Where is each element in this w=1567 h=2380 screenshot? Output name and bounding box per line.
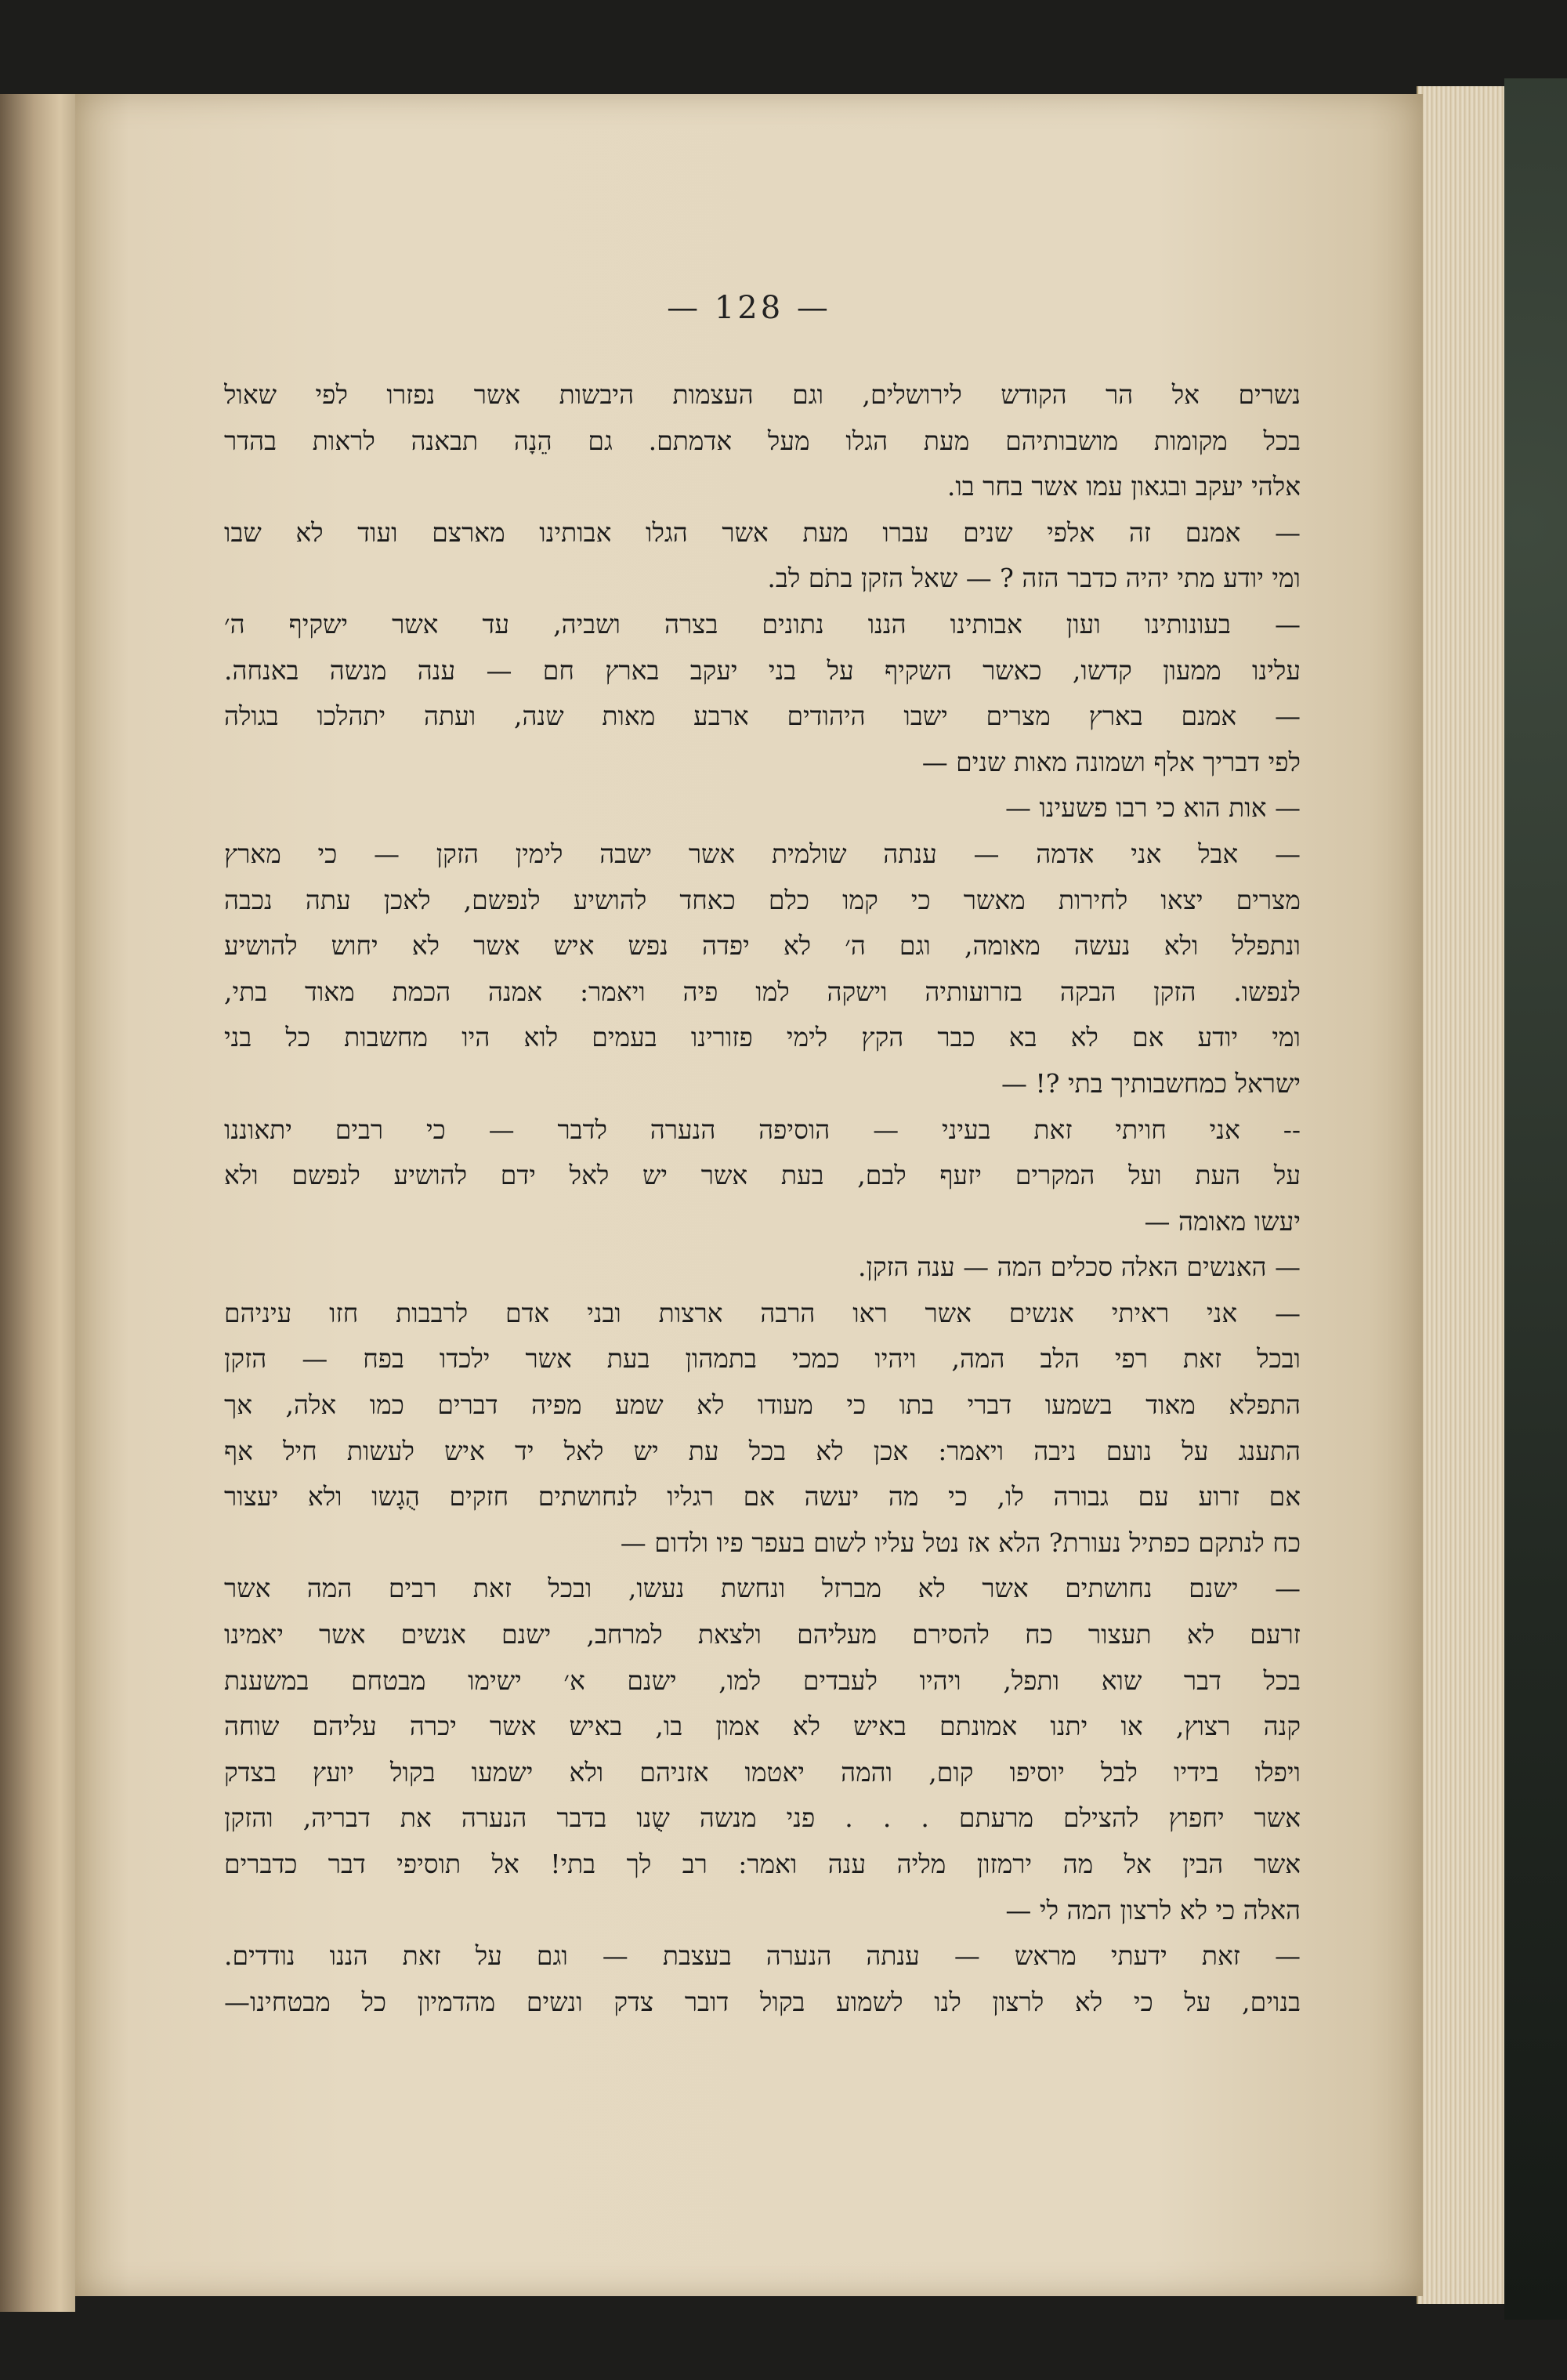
text-line: עלינו ממעון קדשו, כאשר השקיף על בני יעקב בארץ חם — ענה מנשה באנחה. xyxy=(224,654,1301,686)
text-line: זרעם לא תעצור כח להסירם מעליהם ולצאת למרחב, ישנם אנשים אשר יאמינו xyxy=(224,1619,1301,1650)
text-line: — אמנם זה אלפי שנים עברו מעת אשר הגלו אבותינו מארצם ועוד לא שבו xyxy=(224,516,1301,548)
text-line: אשר יחפוץ להצילם מרעתם . . . פני מנשה שֻנו בדבר הנערה את דבריה, והזקן xyxy=(224,1802,1301,1834)
text-line: מצרים יצאו לחירות מאשר כי קמו כלם כאחד להושיע לנפשם, לאכן עתה נכבה xyxy=(224,884,1301,915)
book-page xyxy=(75,94,1423,2296)
text-line: אלהי יעקב ובגאון עמו אשר בחר בו. xyxy=(946,471,1301,502)
text-line: נשרים אל הר הקודש לירושלים, וגם העצמות היבשות אשר נפזרו לפי שאול xyxy=(224,379,1301,410)
text-line: בכל מקומות מושבותיהם מעת הגלו מעל אדמתם. גם הֵנָה תבאנה לראות בהדר xyxy=(224,425,1301,456)
text-line: — אני ראיתי אנשים אשר ראו הרבה ארצות ובני אדם לרבבות חזו עיניהם xyxy=(224,1297,1301,1328)
text-line: בכל דבר שוא ותפל, ויהיו לעבדים למו, ישנם א׳ ישימו מבטחם במשענת xyxy=(224,1665,1301,1696)
text-line: ומי יודע מתי יהיה כדבר הזה ? — שאל הזקן בתֹם לב. xyxy=(767,563,1301,594)
text-line: ישראל כמחשבותיך בתי ?! — xyxy=(1001,1067,1301,1099)
text-line: בנוים, על כי לא לרצון לנו לשמוע בקול דובר צדק ונשים מהדמיון כל מבטחינו— xyxy=(224,1986,1301,2017)
page-number: — 128 — xyxy=(667,290,831,326)
text-line: קנה רצוץ, או יתנו אמונתם באיש לא אמון בו, באיש אשר יכרה עליהם שוחה xyxy=(224,1711,1301,1742)
text-line: האלה כי לא לרצון המה לי — xyxy=(1005,1894,1301,1925)
text-line: התענג על נועם ניבה ויאמר: אכן לא בכל עת יש לאל יד איש לעשות חיל אף xyxy=(224,1435,1301,1466)
text-line: התפלא מאוד בשמעו דברי בתו כי מעודו לא שמע מפיה דברים כמו אלה, אך xyxy=(224,1389,1301,1421)
text-line: — אבל אני אדמה — ענתה שולמית אשר ישבה לימין הזקן — כי מארץ xyxy=(224,838,1301,869)
text-line: כח לנתקם כפתיל נעורת? הלא אז נטל עליו לשום בעפר פיו ולדום — xyxy=(620,1527,1301,1558)
text-line: — האנשים האלה סכלים המה — ענה הזקן. xyxy=(858,1252,1301,1283)
text-line: לנפשו. הזקן הבקה בזרועותיה וישקה למו פיה ויאמר: אמנה הכמת מאוד בתי, xyxy=(224,976,1301,1007)
text-line: — ישנם נחושתים אשר לא מברזל ונחשת נעשו, ובכל זאת רבים המה אשר xyxy=(224,1573,1301,1604)
text-line: על העת ועל המקרים יזעף לבם, בעת אשר יש לאל ידם להושיע לנפשם ולא xyxy=(224,1160,1301,1191)
text-line: ונתפלל ולא נעשה מאומה, וגם ה׳ לא יפדה נפש איש אשר לא יחוש להושיע xyxy=(224,930,1301,962)
text-line: — אמנם בארץ מצרים ישבו היהודים ארבע מאות שנה, ועתה יתהלכו בגולה xyxy=(224,701,1301,732)
text-line: לפי דבריך אלף ושמונה מאות שנים — xyxy=(921,746,1301,777)
text-line: יעשו מאומה — xyxy=(1144,1205,1301,1237)
text-line: ומי יודע אם לא בא כבר הקץ לימי פזורינו בעמים לוא היו מחשבות כל בני xyxy=(224,1022,1301,1053)
text-line: — בעונותינו ועון אבותינו הננו נתונים בצרה ושביה, עד אשר ישקיף ה׳ xyxy=(224,608,1301,639)
text-line: — זאת ידעתי מראש — ענתה הנערה בעצבת — וגם על זאת הננו נודדים. xyxy=(224,1940,1301,1972)
text-line: -- אני חויתי זאת בעיני — הוסיפה הנערה לדבר — כי רבים יתאוננו xyxy=(224,1114,1301,1145)
text-line: ובכל זאת רפי הלב המה, ויהיו כמכי בתמהון בעת אשר ילכדו בפח — הזקן xyxy=(224,1343,1301,1375)
book-cover-edge xyxy=(1504,78,1567,2320)
text-line: — אות הוא כי רבו פשעינו — xyxy=(1004,792,1301,824)
facing-page-edge xyxy=(0,94,75,2312)
text-line: אשר הבין אל מה ירמזון מליה ענה ואמר: רב לך בתי! אל תוסיפי דבר כדברים xyxy=(224,1849,1301,1879)
text-line: ויפלו בידיו לבל יוסיפו קום, והמה יאטמו אזניהם ולא ישמעו בקול יועץ בצדק xyxy=(224,1756,1301,1788)
page-stack-edge xyxy=(1417,86,1504,2304)
body-text xyxy=(224,372,1301,2025)
text-line: אם זרוע עם גבורה לו, כי מה יעשה אם רגליו לנחושתים חזקים הֻגָשו ולא יעצור xyxy=(224,1481,1301,1512)
